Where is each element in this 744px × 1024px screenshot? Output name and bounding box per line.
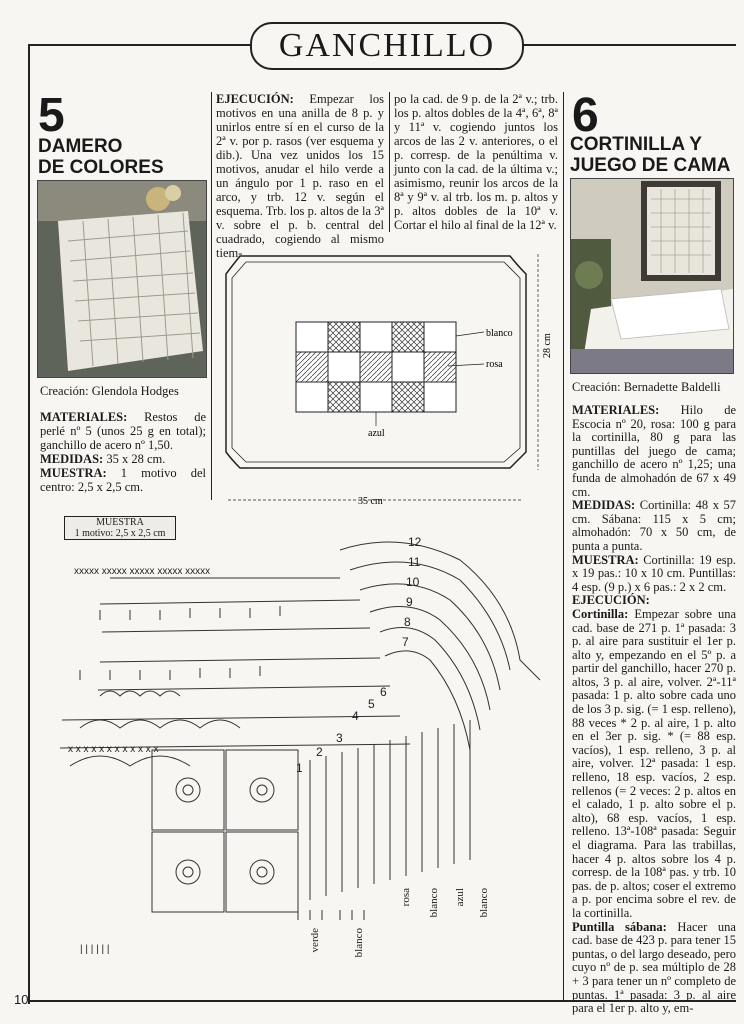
- color-label-rosa: rosa: [400, 888, 412, 907]
- width-label: 35 cm: [358, 496, 383, 507]
- row-number: 6: [380, 685, 387, 699]
- materials-label: MATERIALES:: [572, 403, 660, 417]
- layout-diagram: [222, 246, 556, 508]
- color-label-blanco-2: blanco: [428, 888, 440, 918]
- credit-right: Creación: Bernadette Baldelli: [572, 380, 721, 394]
- title-line: DAMERO: [38, 136, 123, 157]
- row-number: 12: [408, 535, 422, 549]
- legend-rosa: rosa: [486, 359, 503, 370]
- row-number: 11: [408, 555, 421, 569]
- color-label-verde: verde: [309, 928, 321, 953]
- row-number: 2: [316, 745, 323, 759]
- column-divider: [563, 92, 564, 1000]
- measures-text: Cortinilla: 48 x 57 cm. Sábana: 115 x 5 cm; almohadón: 70 x 50 cm, de punta a punta.: [572, 498, 736, 553]
- credit-left: Creación: Glendola Hodges: [40, 384, 179, 398]
- curtain-label: Cortinilla:: [572, 606, 629, 621]
- row-number: 3: [336, 731, 343, 745]
- color-label-blanco: blanco: [353, 928, 365, 958]
- pattern-number-6: 6: [572, 89, 599, 142]
- sample-text: 1 motivo del centro: 2,5 x 2,5 cm.: [40, 466, 206, 494]
- sheet-edging-label: Puntilla sábana:: [572, 919, 667, 934]
- row-number: 5: [368, 697, 375, 711]
- doily-photo: [37, 180, 207, 378]
- sample-text: Cortinilla: 19 esp. x 19 pas.: 10 x 10 cm. Puntillas: 4 esp. (9 p.) x 6 pas.: 2 x 2 cm.: [572, 552, 736, 594]
- row-number: 8: [404, 615, 411, 629]
- materials-left: [40, 410, 206, 494]
- legend-azul: azul: [368, 428, 385, 439]
- section-banner: [250, 22, 524, 70]
- curtain-photo: [570, 178, 734, 374]
- sheet-edging-text: Hacer una cad. base de 423 p. para tener 15 puntas, o del largo deseado, pero cuyo nº de p. sea múltiplo de 28 + 3 para tener un nº completo de puntas. 1ª pasada: 3 p. al aire para el 1er p. alto y, em-: [572, 919, 736, 1016]
- doily-photo-image: [38, 181, 206, 377]
- row-number: 4: [352, 709, 359, 723]
- row-numbers: [296, 535, 422, 775]
- execution-label: EJECUCIÓN:: [572, 593, 650, 608]
- pattern-title-right: [570, 134, 730, 176]
- materials-text: Hilo de Escocia nº 20, rosa: 100 g para la cortinilla, 80 g para las puntillas del juego de cama; ganchillo de acero nº 1,25; una funda de almohadón de 67 x 49 cm.: [572, 403, 736, 499]
- row-number: 9: [406, 595, 413, 609]
- column-divider: [389, 92, 390, 232]
- execution-text-cont: po la cad. de 9 p. de la 2ª v.; trb. los p. altos dobles de la 4ª, 6ª, 8ª y 11ª v. cogiendo juntos los arcos de las 2 v. anteriores, o el p. corresp. de la penúltima v. junto con la cad. de la última v.; asimismo, reunir los arcos de la 8ª y 9ª v. al trb. los m. p. altos y p. altos dobles de la 10ª v. Cortar el hilo al final de la 12ª v.: [394, 92, 558, 232]
- legend-blanco: blanco: [486, 328, 513, 339]
- measures-text: 35 x 28 cm.: [103, 452, 166, 466]
- pattern-number-5: 5: [38, 89, 65, 142]
- execution-col2: [394, 92, 558, 232]
- sample-box-text: 1 motivo: 2,5 x 2,5 cm: [74, 528, 166, 539]
- materials-text: Restos de perlé nº 5 (unos 25 g en total); ganchillo de acero nº 1,50.: [40, 410, 206, 452]
- title-line: JUEGO DE CAMA: [570, 155, 731, 176]
- color-label-blanco-3: blanco: [478, 888, 490, 918]
- measures-label: MEDIDAS:: [40, 452, 104, 466]
- page-number: 10: [14, 992, 29, 1007]
- execution-text: Empezar los motivos en una anilla de 8 p. y unirlos entre sí en el curso de la 2ª v. por p. rasos (ver esquema y dib.). Una vez unidos los 15 motivos, anudar el hilo verde a un ángulo por 1 p. raso en el arco, y trb. 12 v. según el esquema. Trb. los p. altos de la 3ª v. sobre el p. b. central del cuadrado, cogiendo al mismo tiem-: [216, 92, 384, 260]
- execution-col1: [216, 92, 384, 260]
- instructions-right: [572, 404, 736, 1016]
- color-label-azul: azul: [454, 888, 466, 907]
- left-rule: [28, 44, 30, 1004]
- curtain-text: Empezar sobre una cad. base de 271 p. 1ª pasada: 3 p. al aire para sustituir el 1er p. alto y, empezando en el 5º p. a partir del ganchillo, hacer 270 p. altos, 3 p. al aire, volver. 2ª-11ª pasada: 1 p. alto sobre cada uno de los 3 p. sig. (= 1 esp. relleno), 88 veces * 2 p. al aire, 1 p. alto en el 3er p. sig. * (= 88 esp. vacíos), 1 esp. relleno, 3 p. al aire, volver. 12ª pasada: 1 esp. relleno, 18 esp. vacíos, 2 esp. rellenos (= 2 veces: 2 p. altos en el calado, 1 p. alto sobre el p. alto), 68 esp. vacíos, 1 esp. relleno. 13ª-108ª pasada: Seguir el diagrama. Para las trabillas, hacer 4 p. altos sobre los 4 p. corresp. de la 108ª pas. y trb. 10 pas. de p. altos; coser el extremo a p. por encima sobre el rev. de la cortinilla.: [572, 606, 736, 920]
- svg-text:| | | | | |: | | | | | |: [80, 944, 110, 955]
- execution-label: EJECUCIÓN:: [216, 92, 294, 106]
- column-divider: [211, 92, 212, 500]
- row-number: 10: [406, 575, 420, 589]
- section-title: GANCHILLO: [278, 27, 496, 64]
- sample-label: MUESTRA:: [572, 552, 639, 567]
- svg-text:xxxxx xxxxx xxxxx xxxxx xxxxx: xxxxx xxxxx xxxxx xxxxx xxxxx: [74, 566, 211, 577]
- row-number: 1: [296, 761, 303, 775]
- height-label: 28 cm: [542, 333, 553, 358]
- measures-label: MEDIDAS:: [572, 498, 636, 513]
- row-number: 7: [402, 635, 409, 649]
- title-line: CORTINILLA Y: [570, 134, 702, 155]
- curtain-photo-image: [571, 179, 733, 373]
- sample-label: MUESTRA:: [40, 466, 107, 480]
- title-line: DE COLORES: [38, 157, 164, 178]
- pattern-title-left: [38, 136, 164, 178]
- materials-label: MATERIALES:: [40, 410, 128, 424]
- svg-text:x x x x x x x x x x x x: x x x x x x x x x x x x: [68, 744, 159, 755]
- sample-box-title: MUESTRA: [96, 517, 144, 528]
